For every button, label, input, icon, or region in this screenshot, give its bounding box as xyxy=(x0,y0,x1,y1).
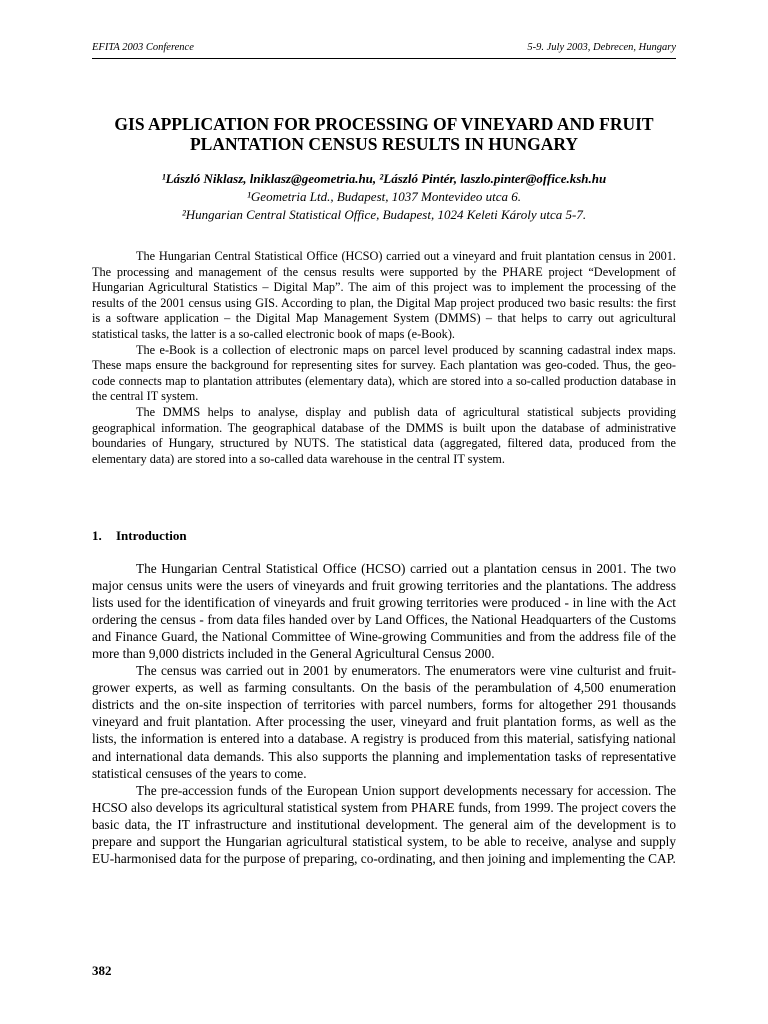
running-header xyxy=(92,42,676,53)
body-paragraph: The census was carried out in 2001 by enumerators. The enumerators were vine culturist and fruit-grower experts, as well as farming consultants. On the basis of the perambulation of 4,500 enumeration districts and the on-site inspection of territories with parcel numbers, forms for altogether 291 thousands vineyard and fruit plantation. After processing the user, vineyard and fruit plantation forms, as well as the lists, the information is entered into a database. A registry is produced from this material, satisfying national and international data demands. This also supports the planning and implementation tasks of representative statistical censuses of the years to come. xyxy=(92,663,676,781)
abstract xyxy=(92,249,676,467)
author-block xyxy=(92,170,676,224)
affiliation-1: ¹Geometria Ltd., Budapest, 1037 Montevideo utca 6. xyxy=(247,189,521,204)
abstract-paragraph: The Hungarian Central Statistical Office (HCSO) carried out a vineyard and fruit plantation census in 2001. The processing and management of the census results were supported by the PHARE project “Development of Hungarian Agricultural Statistics – Digital Map”. The aim of this project was to implement the processing of the results of the 2001 census using GIS. According to plan, the Digital Map project produced two basic results: the first is a software application – the Digital Map Management System (DMMS) – that helps to carry out agricultural statistical tasks, the latter is a so-called electronic book of maps (e-Book). xyxy=(92,249,676,341)
paper-title xyxy=(92,114,676,154)
page-number: 382 xyxy=(92,963,112,978)
body-paragraph: The pre-accession funds of the European Union support developments necessary for accession. The HCSO also develops its agricultural statistical system from PHARE funds, from 1999. The project covers the basic data, the IT infrastructure and institutional development. The general aim of the development is to prepare and support the Hungarian agricultural statistical system, to be able to receive, analyse and supply EU-harmonised data for the purpose of preparing, co-ordinating, and then joining and implementing the CAP. xyxy=(92,782,676,866)
introduction-body xyxy=(92,560,676,867)
header-conference: EFITA 2003 Conference xyxy=(92,42,194,53)
affiliation-2: ²Hungarian Central Statistical Office, Budapest, 1024 Keleti Károly utca 5-7. xyxy=(181,207,587,222)
abstract-paragraph: The DMMS helps to analyse, display and publish data of agricultural statistical subjects providing geographical information. The geographical database of the DMMS is built upon the database of administrative boundaries of Hungary, structured by NUTS. The statistical data (aggregated, filtered data, produced from the elementary data) are stored into a so-called data warehouse in the central IT system. xyxy=(92,404,676,466)
title-line-2: PLANTATION CENSUS RESULTS IN HUNGARY xyxy=(189,134,579,154)
title-line-1: GIS APPLICATION FOR PROCESSING OF VINEYARD AND FRUIT xyxy=(114,114,654,134)
body-paragraph: The Hungarian Central Statistical Office (HCSO) carried out a plantation census in 2001. The two major census units were the users of vineyards and fruit growing territories and the plantations. The address lists used for the identification of vineyards and fruit growing territories were produced - in line with the Act ordering the census - from data files handed over by Land Offices, the National Headquarters of the Customs and Finance Guard, the National Committee of Wine-growing Communities and from the address file of the more than 9,000 districts included in the General Agricultural Census 2000. xyxy=(92,561,676,662)
section-heading xyxy=(92,528,187,544)
header-divider xyxy=(92,58,676,59)
section-number: 1. xyxy=(92,528,102,543)
abstract-paragraph: The e-Book is a collection of electronic maps on parcel level produced by scanning cadastral index maps. These maps ensure the background for representing sites for survey. Each plantation was geo-coded. Thus, the geo-code connects map to plantation attributes (elementary data), which are stored into a so-called production database in the central IT system. xyxy=(92,342,676,404)
author-names: ¹László Niklasz, lniklasz@geometria.hu, ²László Pintér, laszlo.pinter@office.ksh.hu xyxy=(161,171,607,186)
header-date-location: 5-9. July 2003, Debrecen, Hungary xyxy=(527,42,676,53)
section-title: Introduction xyxy=(116,528,187,543)
